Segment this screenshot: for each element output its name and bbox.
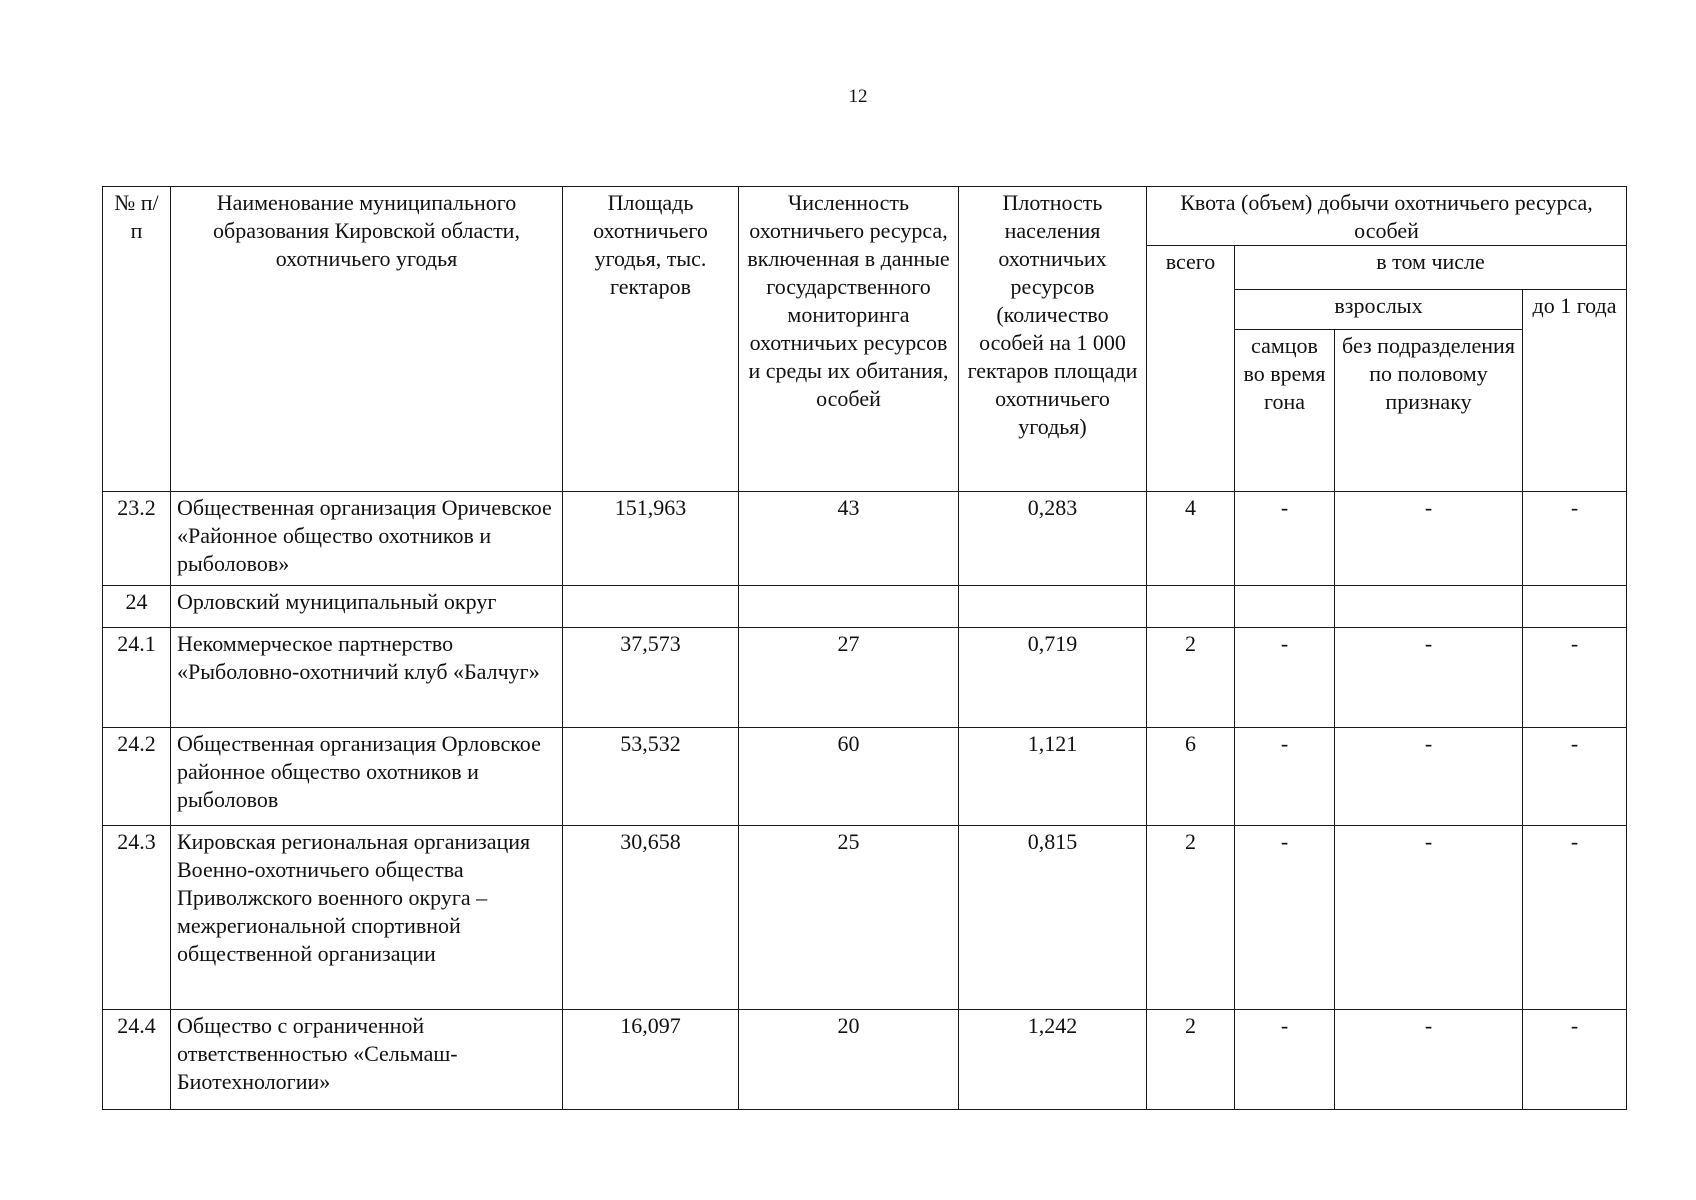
cell-total: 2 bbox=[1147, 628, 1235, 728]
cell-males-rut: - bbox=[1235, 728, 1335, 826]
cell-no-sex-division: - bbox=[1335, 826, 1523, 1010]
header-no-sex-division: без подразделения по половому признаку bbox=[1335, 330, 1523, 492]
cell-males-rut: - bbox=[1235, 492, 1335, 586]
table-row bbox=[103, 492, 1627, 586]
cell-under-one-year: - bbox=[1523, 826, 1627, 1010]
cell-total: 4 bbox=[1147, 492, 1235, 586]
header-density: Плотность населения охотничьих ресурсов (количество особей на 1 000 гектаров площади охотничьего угодья) bbox=[959, 187, 1147, 492]
header-row-1 bbox=[103, 187, 1627, 246]
cell-area: 16,097 bbox=[563, 1010, 739, 1110]
quota-table bbox=[102, 186, 1627, 1110]
table-row bbox=[103, 586, 1627, 628]
cell-no-sex-division: - bbox=[1335, 492, 1523, 586]
cell-under-one-year: - bbox=[1523, 492, 1627, 586]
cell-name: Некоммерческое партнерство «Рыболовно-охотничий клуб «Балчуг» bbox=[171, 628, 563, 728]
header-area: Площадь охотничьего угодья, тыс. гектаров bbox=[563, 187, 739, 492]
quota-table-container bbox=[102, 186, 1626, 1110]
header-num: № п/п bbox=[103, 187, 171, 492]
header-name: Наименование муниципального образования Кировской области, охотничьего угодья bbox=[171, 187, 563, 492]
header-under-one-year: до 1 года bbox=[1523, 290, 1627, 492]
cell-under-one-year bbox=[1523, 586, 1627, 628]
cell-population bbox=[739, 586, 959, 628]
cell-total: 6 bbox=[1147, 728, 1235, 826]
cell-density: 1,242 bbox=[959, 1010, 1147, 1110]
cell-density: 1,121 bbox=[959, 728, 1147, 826]
cell-no-sex-division: - bbox=[1335, 628, 1523, 728]
cell-name: Орловский муниципальный округ bbox=[171, 586, 563, 628]
cell-name: Кировская региональная организация Военно-охотничьего общества Приволжского военного округа – межрегиональной спортивной общественной организации bbox=[171, 826, 563, 1010]
cell-total: 2 bbox=[1147, 1010, 1235, 1110]
header-total: всего bbox=[1147, 246, 1235, 492]
cell-density bbox=[959, 586, 1147, 628]
cell-area bbox=[563, 586, 739, 628]
cell-density: 0,719 bbox=[959, 628, 1147, 728]
cell-num: 24.2 bbox=[103, 728, 171, 826]
cell-under-one-year: - bbox=[1523, 728, 1627, 826]
cell-population: 43 bbox=[739, 492, 959, 586]
cell-males-rut bbox=[1235, 586, 1335, 628]
table-row bbox=[103, 1010, 1627, 1110]
cell-area: 30,658 bbox=[563, 826, 739, 1010]
cell-area: 53,532 bbox=[563, 728, 739, 826]
cell-males-rut: - bbox=[1235, 826, 1335, 1010]
header-adults: взрослых bbox=[1235, 290, 1523, 330]
cell-no-sex-division: - bbox=[1335, 728, 1523, 826]
cell-area: 151,963 bbox=[563, 492, 739, 586]
cell-area: 37,573 bbox=[563, 628, 739, 728]
cell-total: 2 bbox=[1147, 826, 1235, 1010]
cell-num: 23.2 bbox=[103, 492, 171, 586]
cell-density: 0,283 bbox=[959, 492, 1147, 586]
cell-males-rut: - bbox=[1235, 1010, 1335, 1110]
header-population: Численность охотничьего ресурса, включенная в данные государственного мониторинга охотничьих ресурсов и среды их обитания, особей bbox=[739, 187, 959, 492]
table-row bbox=[103, 628, 1627, 728]
page-number: 12 bbox=[848, 86, 868, 107]
cell-num: 24.3 bbox=[103, 826, 171, 1010]
cell-under-one-year: - bbox=[1523, 1010, 1627, 1110]
cell-population: 25 bbox=[739, 826, 959, 1010]
header-including: в том числе bbox=[1235, 246, 1627, 290]
header-males-rut: самцов во время гона bbox=[1235, 330, 1335, 492]
cell-under-one-year: - bbox=[1523, 628, 1627, 728]
cell-density: 0,815 bbox=[959, 826, 1147, 1010]
cell-name: Общественная организация Орловское районное общество охотников и рыболовов bbox=[171, 728, 563, 826]
cell-no-sex-division: - bbox=[1335, 1010, 1523, 1110]
cell-num: 24 bbox=[103, 586, 171, 628]
header-quota: Квота (объем) добычи охотничьего ресурса, особей bbox=[1147, 187, 1627, 246]
cell-population: 60 bbox=[739, 728, 959, 826]
cell-no-sex-division bbox=[1335, 586, 1523, 628]
cell-population: 27 bbox=[739, 628, 959, 728]
table-row bbox=[103, 826, 1627, 1010]
cell-name: Общество с ограниченной ответственностью «Сельмаш-Биотехнологии» bbox=[171, 1010, 563, 1110]
cell-num: 24.4 bbox=[103, 1010, 171, 1110]
cell-total bbox=[1147, 586, 1235, 628]
cell-name: Общественная организация Оричевское «Районное общество охотников и рыболовов» bbox=[171, 492, 563, 586]
table-row bbox=[103, 728, 1627, 826]
cell-males-rut: - bbox=[1235, 628, 1335, 728]
cell-population: 20 bbox=[739, 1010, 959, 1110]
cell-num: 24.1 bbox=[103, 628, 171, 728]
